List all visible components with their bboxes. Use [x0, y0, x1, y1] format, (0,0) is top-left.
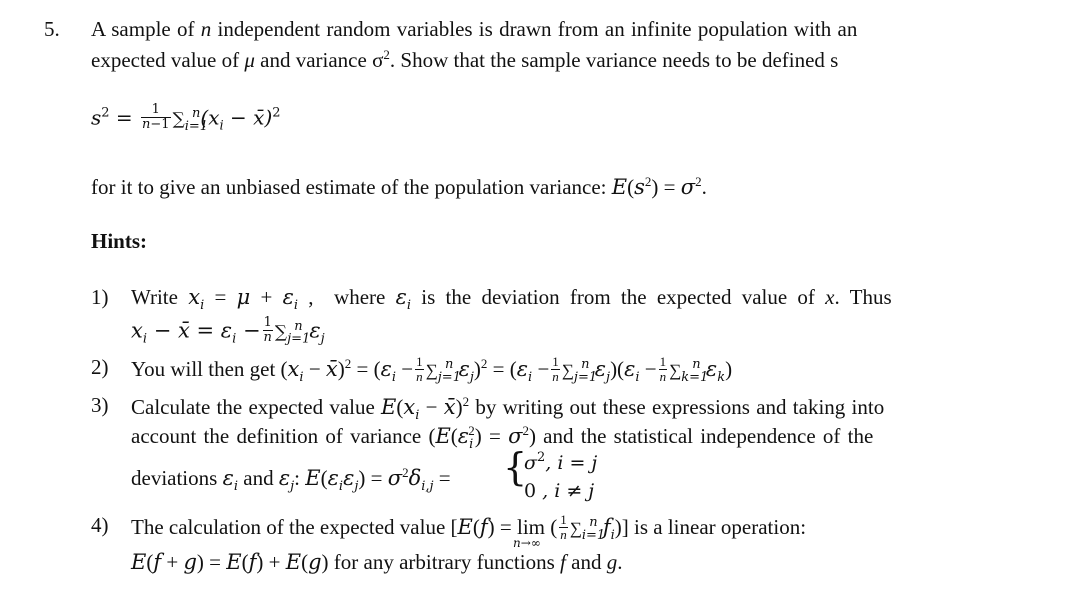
problem-line-3: for it to give an unbiased estimate of the population variance: $E(s^2) = \sigma^2$.: [91, 174, 707, 199]
hint-1-line-1: Write $x_i = \mu + \varepsilon_i$ , where $\varepsilon_i$ is the deviation from the expected value of x. Thus: [131, 285, 892, 313]
hint-1-number: 1): [91, 285, 109, 309]
problem-number: 5.: [44, 17, 60, 41]
hint-4-number: 4): [91, 513, 109, 537]
hint-3-number: 3): [91, 393, 109, 417]
hints-heading: Hints:: [91, 229, 148, 253]
problem-line-2: expected value of μ and variance $\sigma^2$. Show that the sample variance needs to be defined s: [91, 47, 839, 72]
hint-3-line-3: deviations $\varepsilon_i$ and $\varepsilon_j$: $E(\varepsilon_i\varepsilon_j) = \sigma^2\delta_{i,j}$ =: [131, 465, 451, 494]
cases-brace: {: [503, 445, 528, 489]
hint-4-line-2: E(f + g) = E(f) + E(g) for any arbitrary functions f and g.: [131, 550, 623, 574]
hint-2-number: 2): [91, 355, 109, 379]
hint-3-line-2: account the definition of variance $(E(\varepsilon_i^2) = \sigma^2)$ and the statistical independence of the: [131, 423, 874, 452]
problem-line-1: A sample of n independent random variables is drawn from an infinite population with an: [91, 17, 858, 41]
hint-3-line-1: Calculate the expected value $E(x_i$ − x̄)$^2$ by writing out these expressions and taking into: [131, 394, 885, 423]
case-equal: $\sigma^2$, i = j: [524, 450, 598, 474]
case-not-equal: 0 , i ≠ j: [524, 480, 595, 502]
hint-4-line-1: The calculation of the expected value [E(f) = lim n→∞ ( $\frac{1}{n}$ $\sum_{i=1}^n$ $f_i$)] is a linear operation:: [131, 512, 807, 550]
sample-variance-formula: $s^2$ = $\frac{1}{n-1}$ $\sum_{i=1}^n(x_i$ − x̄)$^2$: [91, 102, 281, 134]
hint-2-line: You will then get ($x_i$ − x̄)$^2$ = ($\varepsilon_i$ − $\frac{1}{n}$ $\sum_{j=1}^n$ $\varepsilon_j)^2 = (\varepsilon_i$ − $\frac{1}{n}$ $\sum_{j=1}^n$ $\varepsilon_j)(\varepsilon_i$ − $\frac{1}{n}$ $\sum_{k=1}^n$ $\varepsilon_k$): [131, 354, 733, 385]
hint-1-line-2: $x_i$ − x̄ = $\varepsilon_i$ − $\frac{1}{n}$ $\sum_{j=1}^n$ $\varepsilon_j$: [131, 315, 325, 347]
